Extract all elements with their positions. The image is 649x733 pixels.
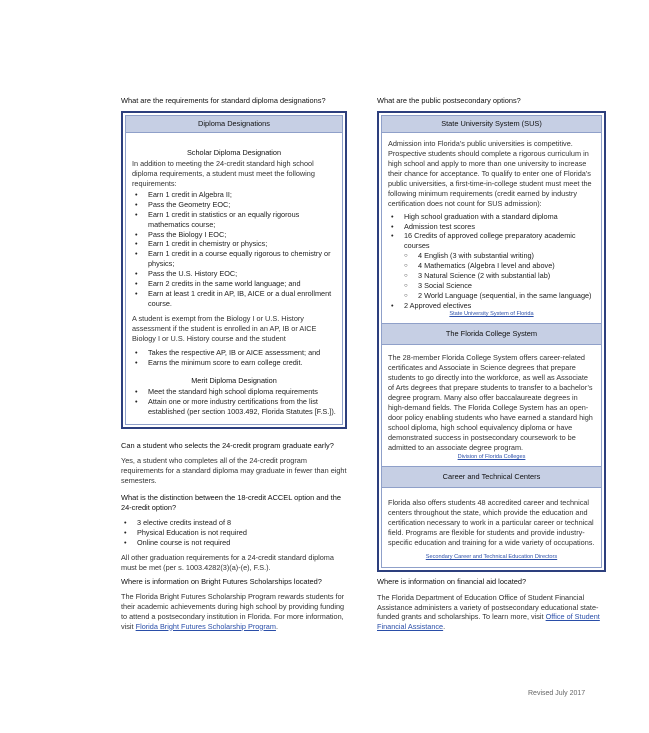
- answer-financial-aid: [377, 593, 606, 633]
- scholar-requirement-item: • Earn 1 credit in Algebra II;: [132, 190, 336, 200]
- diploma-designations-title: Diploma Designations: [126, 116, 342, 133]
- ctc-text: Florida also offers students 48 accredited career and technical centers throughout the state, which provide the education and certification necessary to work in a particular career or technical field. Programs are flexible for students and provide industry-specific education and training for a wide variety of occupations.: [388, 498, 595, 548]
- sus-course-item: ○ 4 Mathematics (Algebra I level and above): [388, 261, 595, 271]
- right-column: [377, 96, 606, 636]
- exempt-condition-item: • Takes the respective AP, IB or AICE assessment; and: [132, 348, 336, 358]
- accel-difference-item: • 3 elective credits instead of 8: [121, 518, 347, 528]
- scholar-requirement-item: • Earn at least 1 credit in AP, IB, AICE or a dual enrollment course.: [132, 289, 336, 309]
- sus-course-item: ○ 3 Natural Science (2 with substantial lab): [388, 271, 595, 281]
- bright-futures-text: The Florida Bright Futures Scholarship Program rewards students for their academic achievements during high school by providing funding to attend a postsecondary institution in Florida. For more information, visit: [121, 591, 345, 631]
- question-accel-distinction: What is the distinction between the 18-credit ACCEL option and the 24-credit option?: [121, 493, 341, 513]
- left-column: [121, 96, 347, 635]
- sus-item-credits: [388, 231, 595, 300]
- diploma-designations-box: [121, 111, 347, 429]
- sus-course-sublist: [388, 251, 595, 301]
- merit-heading: Merit Diploma Designation: [191, 376, 277, 386]
- scholar-requirement-item: • Earn 1 credit in statistics or an equally rigorous mathematics course;: [132, 210, 336, 230]
- question-diploma-designations: What are the requirements for standard diploma designations?: [121, 96, 326, 105]
- sus-intro: Admission into Florida’s public universities is competitive. Prospective students should complete a rigorous curriculum in high school and apply to more than one university to increase their chance for acceptance. To qualify to enter one of Florida’s public universities, a first-time-in-college student must meet the following minimum requirements (credit earned by industry certification does not count for SUS admission):: [388, 139, 592, 208]
- question-financial-aid: Where is information on financial aid located?: [377, 576, 527, 586]
- ctc-link[interactable]: Secondary Career and Technical Education Directors: [425, 553, 558, 560]
- bright-futures-period: .: [275, 621, 278, 631]
- sus-title: State University System (SUS): [382, 116, 601, 133]
- merit-requirement-item: • Meet the standard high school diploma requirements: [132, 387, 336, 397]
- accel-differences-list: [121, 518, 347, 548]
- fcs-link[interactable]: Division of Florida Colleges: [457, 453, 526, 460]
- answer-graduate-early: Yes, a student who completes all of the 24-credit program requirements for a standard diploma may graduate in fewer than eight semesters.: [121, 456, 347, 486]
- exempt-text: A student is exempt from the Biology I or U.S. History assessment if the student is enrolled in an AP, IB or AICE Biology I or U.S. History course and the student: [132, 313, 317, 343]
- scholar-requirement-item: • Pass the Geometry EOC;: [132, 200, 336, 210]
- scholar-requirement-item: • Earn 2 credits in the same world language; and: [132, 279, 336, 289]
- accel-difference-item: • Online course is not required: [121, 538, 347, 548]
- financial-aid-text: The Florida Department of Education Office of Student Financial Assistance administers a variety of postsecondary educational state-funded grants and scholarships. To learn more, visit: [377, 592, 599, 622]
- sus-item-scores: • Admission test scores: [388, 222, 595, 232]
- sus-requirements-list: [388, 212, 595, 311]
- sus-course-item: ○ 2 World Language (sequential, in the same language): [388, 291, 595, 301]
- scholar-heading: Scholar Diploma Designation: [186, 148, 282, 158]
- financial-aid-link[interactable]: Office of Student Financial Assistance: [377, 612, 600, 632]
- sus-link[interactable]: State University System of Florida: [449, 310, 534, 317]
- scholar-requirements-list: [132, 190, 336, 309]
- ctc-title: Career and Technical Centers: [382, 467, 601, 488]
- merit-requirement-item: • Attain one or more industry certifications from the list established (per section 1003.492, Florida Statutes [F.S.]).: [132, 397, 336, 417]
- accel-difference-item: • Physical Education is not required: [121, 528, 347, 538]
- sus-credits-text: 16 Credits of approved college preparatory academic courses: [404, 231, 576, 251]
- bright-futures-link[interactable]: Florida Bright Futures Scholarship Program: [135, 621, 276, 631]
- scholar-requirement-item: • Pass the Biology I EOC;: [132, 230, 336, 240]
- merit-requirements-list: [132, 387, 336, 417]
- fcs-text: The 28-member Florida College System offers career-related certificates and Associate in Science degrees that prepare students to go directly into the workforce, as well as Associate of Arts degrees that prepare students to transfer to a bachelor’s degree program. Many also offer baccalaureate degrees in high-demand fields. The Florida College System has an open-door policy enabling students who have earned a standard high school diploma, high school equivalency diploma or have demonstrated success in postsecondary coursework to be admitted to an associate degree program.: [388, 353, 593, 452]
- fcs-title: The Florida College System: [382, 324, 601, 345]
- answer-bright-futures: [121, 592, 347, 632]
- exempt-conditions-list: [132, 348, 336, 368]
- sus-item-electives: • 2 Approved electives: [388, 301, 595, 311]
- scholar-requirement-item: • Pass the U.S. History EOC;: [132, 269, 336, 279]
- postsecondary-options-box: [377, 111, 606, 571]
- scholar-requirement-item: • Earn 1 credit in a course equally rigorous to chemistry or physics;: [132, 249, 336, 269]
- scholar-intro: In addition to meeting the 24-credit standard high school diploma requirements, a student must meet the following requirements:: [132, 159, 315, 188]
- sus-course-item: ○ 3 Social Science: [388, 281, 595, 291]
- financial-aid-period: .: [443, 622, 446, 632]
- scholar-requirement-item: • Earn 1 credit in chemistry or physics;: [132, 239, 336, 249]
- question-postsecondary-options: What are the public postsecondary options?: [377, 96, 521, 105]
- exempt-condition-item: • Earns the minimum score to earn college credit.: [132, 358, 336, 368]
- revised-date: Revised July 2017: [528, 690, 586, 697]
- accel-note: All other graduation requirements for a 24-credit standard diploma must be met (per s. 1003.4282(3)(a)-(e), F.S.).: [121, 552, 334, 572]
- question-graduate-early: Can a student who selects the 24-credit program graduate early?: [121, 441, 334, 451]
- question-bright-futures: Where is information on Bright Futures Scholarships located?: [121, 576, 322, 586]
- sus-item-diploma: • High school graduation with a standard diploma: [388, 212, 595, 222]
- sus-course-item: ○ 4 English (3 with substantial writing): [388, 251, 595, 261]
